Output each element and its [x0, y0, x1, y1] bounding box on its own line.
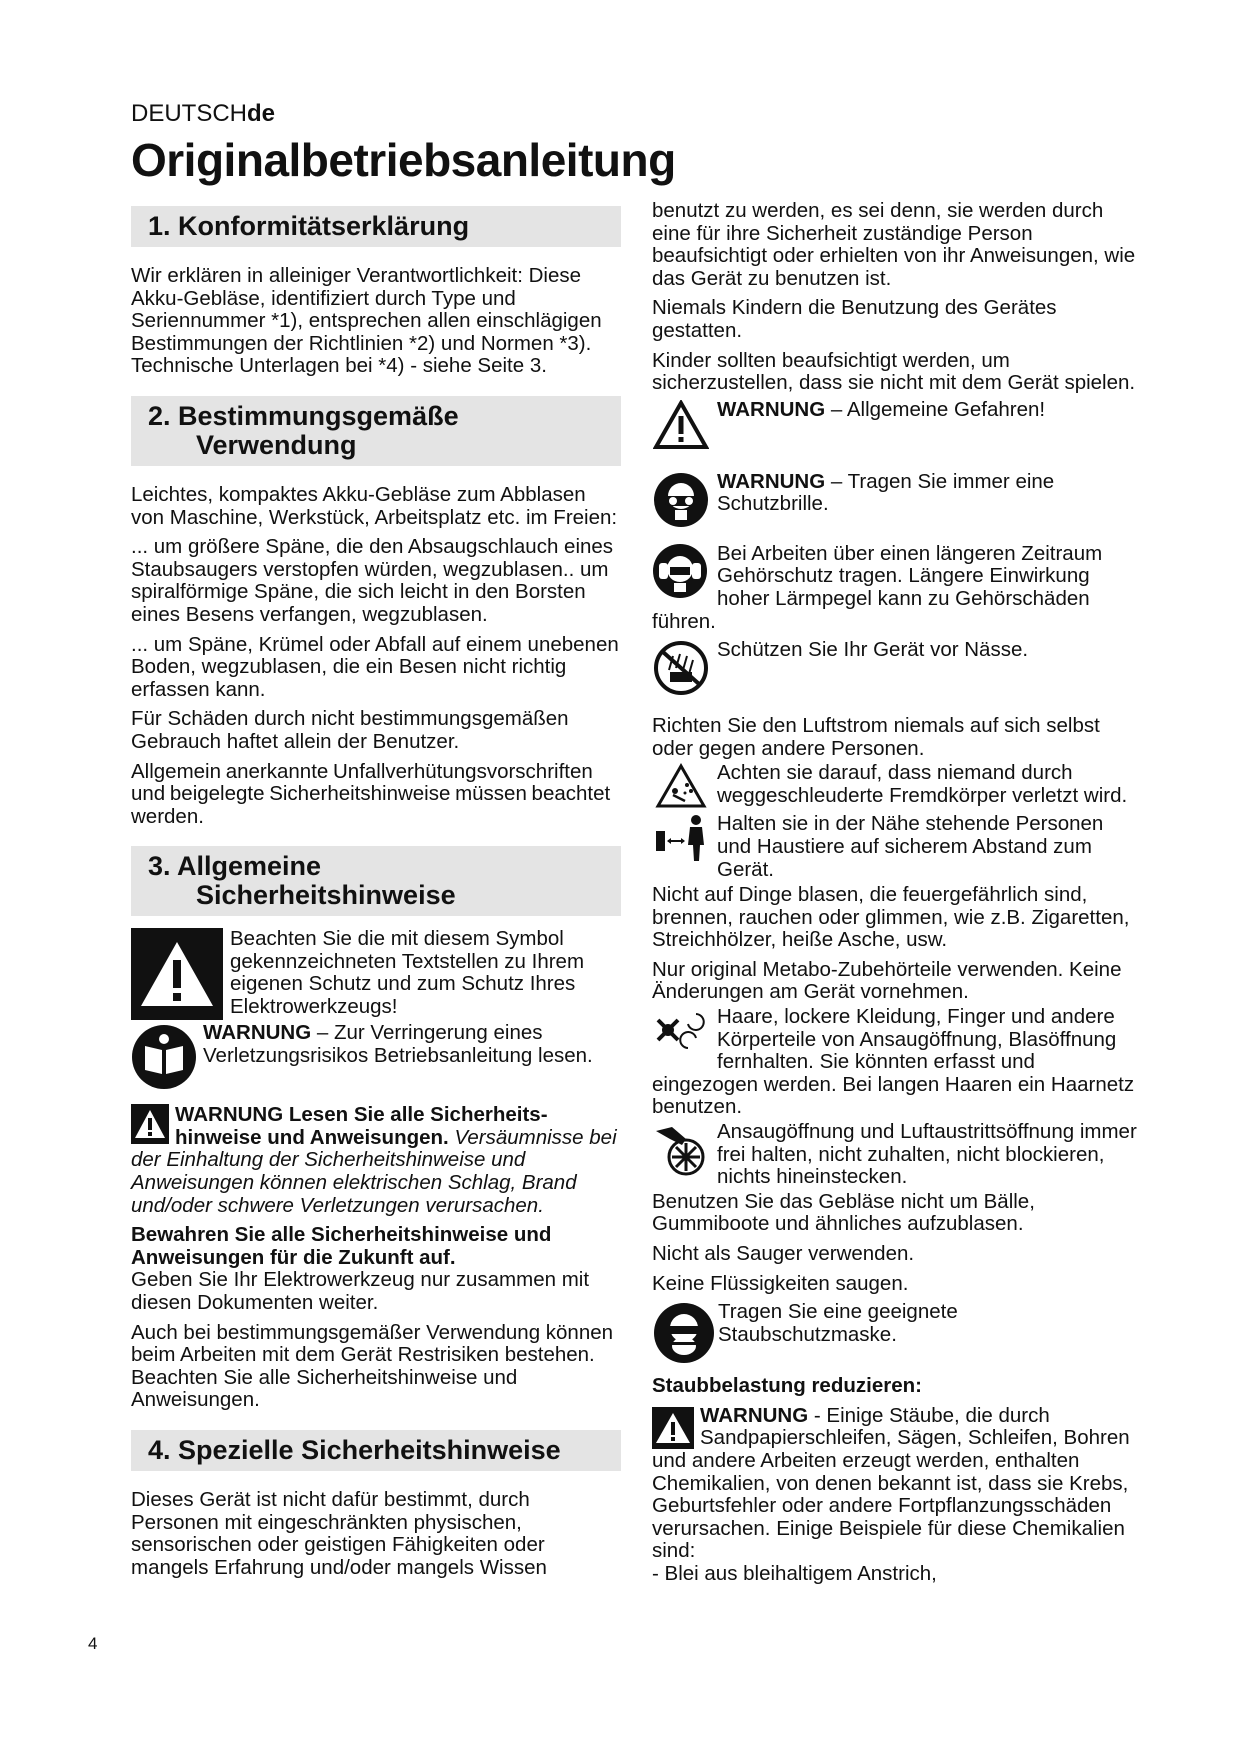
intended-use-intro: Leichtes, kompaktes Akku-Gebläse zum Abblasen von Maschine, Werkstück, Arbeitsplatz etc. im Freien:: [131, 482, 618, 529]
children-supervise-text: Kinder sollten beaufsichtigt werden, um sicherzustellen, dass sie nicht mit dem Gerät spielen.: [652, 348, 1136, 395]
residual-risk-text: Auch bei bestimmungsgemäßer Verwendung können beim Arbeiten mit dem Gerät Restrisiken bestehen. Beachten Sie alle Sicherheitshinweise und Anweisungen.: [131, 1320, 614, 1412]
liquids-text: Keine Flüssigkeiten saugen.: [652, 1271, 909, 1295]
liability-text: Für Schäden durch nicht bestimmungsgemäßen Gebrauch haftet allein der Benutzer.: [131, 707, 569, 753]
keep-instructions-text: Geben Sie Ihr Elektrowerkzeug nur zusammen mit diesen Dokumenten weiter.: [131, 1268, 590, 1315]
section-1-heading: 1. Konformitätserklärung: [131, 206, 621, 247]
page-title: Originalbetriebsanleitung: [131, 134, 676, 186]
warning-consequences: Versäumnisse bei der Einhaltung der Sicherheitshinweise und Anweisungen können elektrischen Schlag, Brand und/oder schwere Verletzungen verursachen.: [131, 1125, 617, 1217]
ear-protection-text: Bei Arbeiten über einen längeren Zeitraum Gehörschutz tragen. Längere Einwirkung hoher Lärmpegel kann zu Gehörschäden führen.: [652, 541, 1103, 633]
suction-text: Nicht als Sauger verwenden.: [652, 1242, 915, 1265]
conformity-text: Wir erklären in alleiniger Verantwortlichkeit: Diese Akku-Gebläse, identifiziert durch Type und Seriennummer *1), entsprechen allen einschlägigen Bestimmungen der Richtlinien *2) und Normen *3). Technische Unterlagen bei *4) - siehe Seite 3.: [131, 264, 602, 378]
accident-regulations: Allgemein anerkannte Unfallverhütungsvorschriften und beigelegte Sicherheitshinweise müssen beachtet werden.: [131, 759, 611, 828]
dust-mask-icon: [652, 1301, 716, 1365]
page-number: 4: [88, 1634, 98, 1653]
keep-instructions-heading: Bewahren Sie alle Sicherheitshinweise und Anweisungen für die Zukunft auf.: [131, 1223, 552, 1269]
warning-triangle-icon: [131, 928, 223, 1020]
symbol-note-text: Beachten Sie die mit diesem Symbol gekennzeichneten Textstellen zu Ihrem eigenen Schutz und zum Schutz Ihres Elektrowerkzeugs!: [230, 927, 585, 1019]
general-hazard-row: [652, 399, 1137, 451]
ear-protection-icon: [652, 543, 710, 601]
dust-warning-icon: [652, 1407, 694, 1449]
symbol-note: [131, 928, 621, 1020]
small-warning-icon: [131, 1104, 169, 1144]
intake-text: Ansaugöffnung und Luftaustrittsöffnung immer frei halten, nicht zuhalten, nicht blockieren, nichts hineinstecken.: [717, 1120, 1137, 1189]
general-warning-block: [131, 1104, 621, 1217]
ear-protection-row: [652, 543, 1137, 633]
dust-warning: [652, 1405, 1137, 1563]
warning-read-all: WARNUNG Lesen Sie alle Sicherheits-hinweise und Anweisungen.: [175, 1103, 548, 1149]
general-hazard-label: WARNUNG: [717, 397, 826, 421]
children-text: Niemals Kindern die Benutzung des Gerätes gestatten.: [652, 296, 1057, 342]
manual-warning-label: WARNUNG: [203, 1021, 312, 1045]
keep-distance-icon: [652, 813, 710, 863]
airflow-text: Richten Sie den Luftstrom niemals auf sich selbst oder gegen andere Personen.: [652, 714, 1100, 760]
rotating-fan-icon: [652, 1006, 710, 1056]
fire-text: Nicht auf Dinge blasen, die feuergefährlich sind, brennen, rauchen oder glimmen, wie z.B. Zigaretten, Streichhölzer, heiße Asche, usw.: [652, 883, 1130, 952]
flying-debris-icon: [652, 762, 710, 810]
wet-row: [652, 639, 1137, 697]
distance-text: Halten sie in der Nähe stehende Personen und Haustiere auf sicherem Abstand zum Gerät.: [717, 812, 1104, 881]
read-manual-icon: [131, 1024, 197, 1090]
hazard-triangle-icon: [652, 399, 710, 451]
no-wet-icon: [652, 639, 710, 697]
general-hazard-text: – Allgemeine Gefahren!: [825, 397, 1046, 421]
balls-text: Benutzen Sie das Gebläse nicht um Bälle, Gummiboote und ähnliches aufzublasen.: [652, 1189, 1035, 1236]
goggles-row: [652, 471, 1137, 529]
safety-glasses-icon: [652, 471, 710, 529]
debris-row: [652, 762, 1137, 810]
intended-use-chips: ... um größere Späne, die den Absaugschlauch eines Staubsaugers verstopfen würden, wegzublasen.. um spiralförmige Späne, die sich leicht in den Borsten eines Besens verfangen, wegzublasen.: [131, 535, 614, 626]
section-2-heading: 2. Bestimmungsgemäße Verwendung: [131, 396, 621, 466]
hair-text: Haare, lockere Kleidung, Finger und andere Körperteile von Ansaugöffnung, Blasöffnung fernhalten. Sie könnten erfasst und eingezogen werden. Bei langen Haaren ein Haarnetz benutzen.: [652, 1005, 1135, 1119]
intended-use-floor: ... um Späne, Krümel oder Abfall auf einem unebenen Boden, wegzublasen, die ein Besen nicht richtig erfassen kann.: [131, 632, 619, 701]
dust-heading: Staubbelastung reduzieren:: [652, 1374, 922, 1398]
intake-row: [652, 1121, 1137, 1189]
debris-text: Achten sie darauf, dass niemand durch weggeschleuderte Fremdkörper verletzt wird.: [717, 761, 1128, 807]
section-3-heading: 3. Allgemeine Sicherheitshinweise: [131, 846, 621, 916]
hair-row: [652, 1006, 1137, 1119]
goggles-text: – Tragen Sie immer eine Schutzbrille.: [717, 469, 1055, 516]
distance-row: [652, 813, 1137, 881]
mask-row: [652, 1301, 1137, 1365]
dust-warning-label: WARNUNG: [700, 1403, 809, 1427]
language-label: DEUTSCHde: [131, 100, 276, 127]
language-code: de: [247, 100, 276, 127]
manual-warning: [131, 1022, 621, 1090]
section-4-heading: 4. Spezielle Sicherheitshinweise: [131, 1430, 621, 1471]
right-column: [652, 200, 1137, 1586]
dust-warning-text: - Einige Stäube, die durch Sandpapierschleifen, Sägen, Schleifen, Bohren und andere Arbeiten erzeugt werden, enthalten Chemikalien, von denen bekannt ist, dass sie Krebs, Geburtsfehler oder andere Fortpflanzungsschäden verursachen. Einige Beispiele für diese Chemikalien sind:: [652, 1403, 1130, 1563]
manual-warning-text: – Zur Verringerung eines Verletzungsrisikos Betriebsanleitung lesen.: [203, 1021, 593, 1067]
special-safety-text: Dieses Gerät ist nicht dafür bestimmt, durch Personen mit eingeschränkten physischen, sensorischen oder geistigen Fähigkeiten oder mangels Erfahrung und/oder mangels Wissen: [131, 1488, 547, 1579]
supervision-text: benutzt zu werden, es sei denn, sie werden durch eine für ihre Sicherheit zuständige Person beaufsichtigt oder erhielten von ihr Anweisungen, wie das Gerät zu benutzen ist.: [652, 199, 1136, 290]
hand-fan-icon: [652, 1121, 710, 1181]
wet-text: Schützen Sie Ihr Gerät vor Nässe.: [717, 638, 1029, 662]
goggles-label: WARNUNG: [717, 469, 826, 493]
original-parts-text: Nur original Metabo-Zubehörteile verwenden. Keine Änderungen am Gerät vornehmen.: [652, 957, 1122, 1004]
mask-text: Tragen Sie eine geeignete Staubschutzmaske.: [718, 1300, 958, 1346]
lead-text: - Blei aus bleihaltigem Anstrich,: [652, 1561, 937, 1585]
left-column: [131, 206, 621, 1579]
